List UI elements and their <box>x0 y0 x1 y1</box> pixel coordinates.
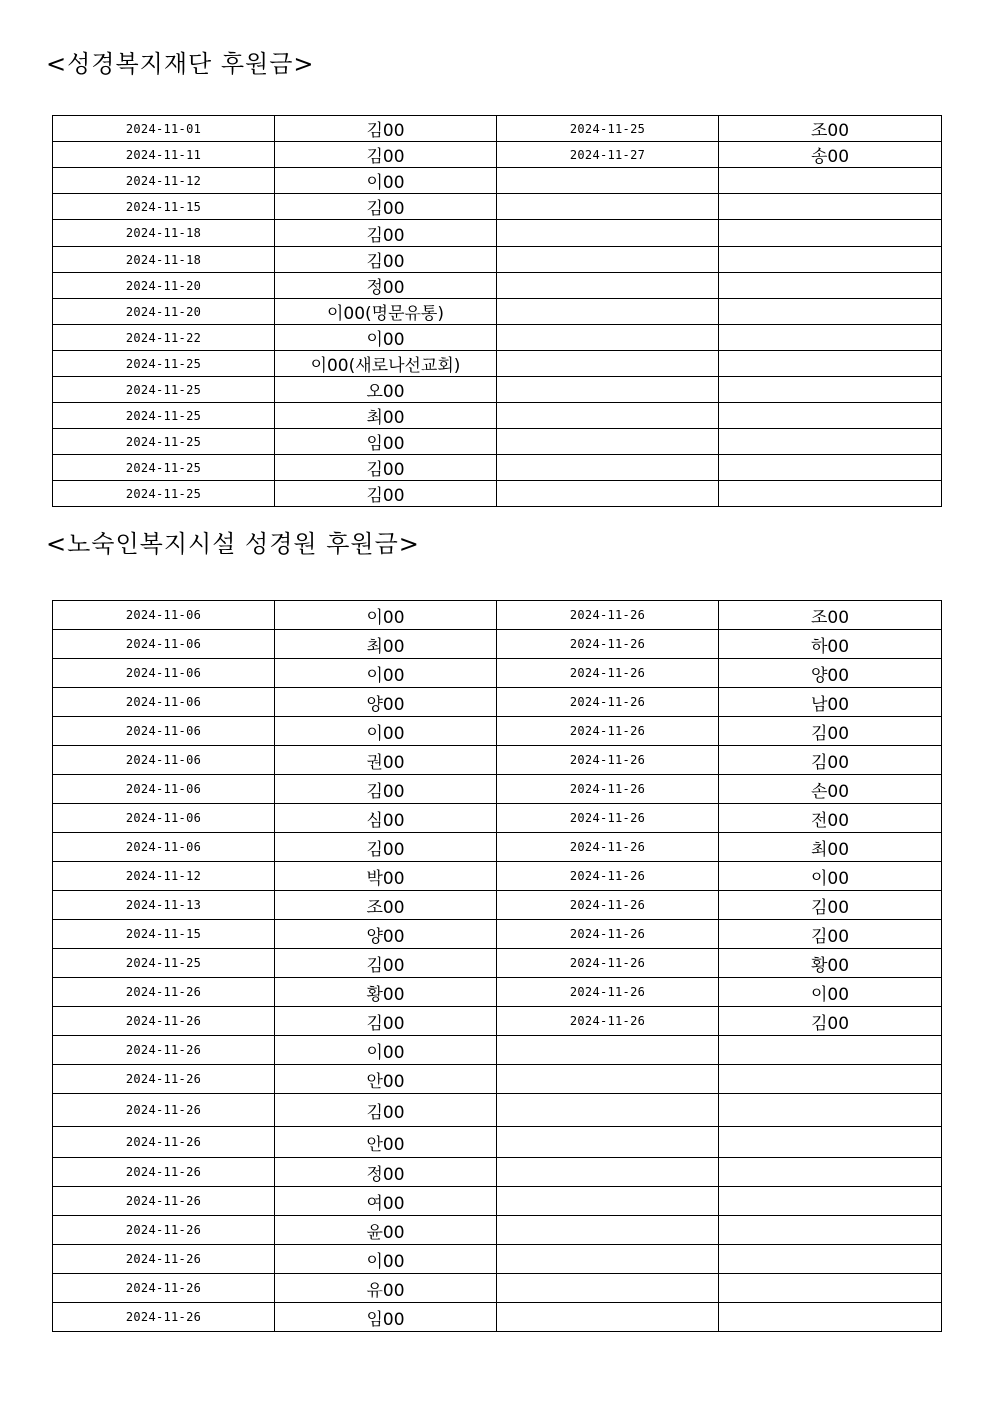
table-row <box>53 247 942 273</box>
donor-name-cell <box>719 299 942 325</box>
donation-date-cell: 2024-11-26 <box>53 1158 275 1187</box>
donation-date-cell: 2024-11-25 <box>53 429 275 455</box>
donation-date-cell: 2024-11-26 <box>53 1216 275 1245</box>
donor-name-cell <box>719 377 942 403</box>
donor-name-cell <box>719 1094 942 1127</box>
donor-name-cell <box>719 1216 942 1245</box>
donor-name-cell: 정00 <box>275 1158 497 1187</box>
donor-name-cell <box>719 1127 942 1158</box>
donation-date-cell <box>497 429 719 455</box>
donation-date-cell: 2024-11-06 <box>53 746 275 775</box>
donation-date-cell: 2024-11-26 <box>53 1274 275 1303</box>
donor-name-cell: 김00 <box>719 746 942 775</box>
donation-date-cell: 2024-11-06 <box>53 659 275 688</box>
donation-date-cell: 2024-11-26 <box>53 1094 275 1127</box>
donation-date-cell: 2024-11-26 <box>497 920 719 949</box>
donor-name-cell: 하00 <box>719 630 942 659</box>
table-row <box>53 299 942 325</box>
donor-name-cell: 김00 <box>719 891 942 920</box>
donation-date-cell: 2024-11-06 <box>53 833 275 862</box>
donation-date-cell <box>497 455 719 481</box>
donation-date-cell: 2024-11-26 <box>53 1036 275 1065</box>
donor-name-cell <box>719 273 942 299</box>
donation-date-cell <box>497 168 719 194</box>
table-row <box>53 429 942 455</box>
donation-date-cell: 2024-11-25 <box>497 116 719 142</box>
donation-date-cell <box>497 1094 719 1127</box>
donation-date-cell: 2024-11-22 <box>53 325 275 351</box>
table-row <box>53 194 942 220</box>
donor-name-cell: 여00 <box>275 1187 497 1216</box>
donor-name-cell: 김00 <box>275 481 497 507</box>
donor-name-cell: 양00 <box>275 688 497 717</box>
donation-date-cell: 2024-11-26 <box>53 1187 275 1216</box>
donor-name-cell <box>719 481 942 507</box>
table-row <box>53 601 942 630</box>
donor-name-cell: 심00 <box>275 804 497 833</box>
table-row <box>53 220 942 247</box>
donor-name-cell: 이00 <box>275 601 497 630</box>
table-row <box>53 1158 942 1187</box>
donation-date-cell: 2024-11-26 <box>497 601 719 630</box>
table-row <box>53 833 942 862</box>
donor-name-cell <box>719 220 942 247</box>
table-row <box>53 630 942 659</box>
table-row <box>53 1065 942 1094</box>
donor-name-cell: 김00 <box>275 949 497 978</box>
table-row <box>53 775 942 804</box>
donor-name-cell: 송00 <box>719 142 942 168</box>
donation-date-cell <box>497 194 719 220</box>
table-row <box>53 688 942 717</box>
donor-name-cell: 김00 <box>719 1007 942 1036</box>
donor-name-cell: 김00 <box>275 220 497 247</box>
donor-name-cell: 오00 <box>275 377 497 403</box>
donor-name-cell: 이00 <box>275 1245 497 1274</box>
table-row <box>53 1036 942 1065</box>
donation-date-cell: 2024-11-25 <box>53 455 275 481</box>
donation-date-cell: 2024-11-13 <box>53 891 275 920</box>
donation-date-cell: 2024-11-26 <box>497 717 719 746</box>
table-row <box>53 949 942 978</box>
donor-name-cell: 이00 <box>275 325 497 351</box>
donation-date-cell: 2024-11-06 <box>53 775 275 804</box>
table-row <box>53 1187 942 1216</box>
donor-name-cell: 이00 <box>719 862 942 891</box>
donation-date-cell <box>497 1065 719 1094</box>
table-row <box>53 455 942 481</box>
donor-name-cell: 김00 <box>275 194 497 220</box>
donor-name-cell: 김00 <box>275 775 497 804</box>
table-row <box>53 717 942 746</box>
donor-name-cell <box>719 194 942 220</box>
donor-name-cell <box>719 1036 942 1065</box>
donor-name-cell: 안00 <box>275 1127 497 1158</box>
donation-date-cell: 2024-11-01 <box>53 116 275 142</box>
table-row <box>53 978 942 1007</box>
donor-name-cell: 조00 <box>719 116 942 142</box>
donation-date-cell <box>497 1187 719 1216</box>
donor-name-cell: 양00 <box>275 920 497 949</box>
donation-date-cell: 2024-11-26 <box>497 630 719 659</box>
donor-name-cell: 이00(명문유통) <box>275 299 497 325</box>
donation-date-cell: 2024-11-25 <box>53 481 275 507</box>
donation-date-cell: 2024-11-18 <box>53 247 275 273</box>
donor-name-cell: 정00 <box>275 273 497 299</box>
donation-date-cell: 2024-11-25 <box>53 949 275 978</box>
donor-name-cell <box>719 1245 942 1274</box>
donation-date-cell <box>497 1158 719 1187</box>
donor-table-shelter <box>52 600 942 1332</box>
donor-name-cell: 김00 <box>275 116 497 142</box>
donation-date-cell <box>497 1245 719 1274</box>
table-row <box>53 168 942 194</box>
donation-date-cell <box>497 273 719 299</box>
table-row <box>53 1094 942 1127</box>
donation-date-cell <box>497 220 719 247</box>
donor-name-cell: 김00 <box>719 920 942 949</box>
donor-name-cell: 양00 <box>719 659 942 688</box>
donor-name-cell: 임00 <box>275 429 497 455</box>
donor-name-cell: 안00 <box>275 1065 497 1094</box>
donor-name-cell: 김00 <box>275 1094 497 1127</box>
donor-name-cell <box>719 1303 942 1332</box>
table-row <box>53 481 942 507</box>
table-row <box>53 1245 942 1274</box>
donation-date-cell: 2024-11-26 <box>53 1007 275 1036</box>
donor-name-cell: 전00 <box>719 804 942 833</box>
donor-name-cell: 조00 <box>275 891 497 920</box>
table-row <box>53 1007 942 1036</box>
table-row <box>53 142 942 168</box>
donor-name-cell: 김00 <box>719 717 942 746</box>
table-row <box>53 1303 942 1332</box>
donation-date-cell: 2024-11-26 <box>53 1065 275 1094</box>
donation-date-cell <box>497 325 719 351</box>
section-title-foundation: <성경복지재단 후원금> <box>46 50 315 78</box>
donation-date-cell <box>497 1303 719 1332</box>
donor-name-cell: 이00(새로나선교회) <box>275 351 497 377</box>
table-row <box>53 746 942 775</box>
donor-name-cell: 김00 <box>275 455 497 481</box>
donation-date-cell: 2024-11-25 <box>53 403 275 429</box>
donation-date-cell: 2024-11-26 <box>497 746 719 775</box>
donation-date-cell <box>497 1127 719 1158</box>
donor-name-cell: 김00 <box>275 833 497 862</box>
donation-date-cell: 2024-11-26 <box>53 1127 275 1158</box>
donor-name-cell: 손00 <box>719 775 942 804</box>
donation-date-cell: 2024-11-25 <box>53 377 275 403</box>
donation-date-cell: 2024-11-26 <box>497 775 719 804</box>
donor-name-cell <box>719 168 942 194</box>
donor-name-cell <box>719 1274 942 1303</box>
donor-table-body <box>53 601 942 1332</box>
donation-date-cell: 2024-11-26 <box>497 688 719 717</box>
donation-date-cell: 2024-11-15 <box>53 920 275 949</box>
donor-table-body <box>53 116 942 507</box>
donation-date-cell: 2024-11-26 <box>497 833 719 862</box>
donor-name-cell: 최00 <box>275 630 497 659</box>
donation-date-cell: 2024-11-25 <box>53 351 275 377</box>
donor-name-cell <box>719 325 942 351</box>
donation-date-cell <box>497 247 719 273</box>
donor-name-cell <box>719 247 942 273</box>
donation-date-cell <box>497 377 719 403</box>
donor-name-cell: 조00 <box>719 601 942 630</box>
donor-name-cell: 임00 <box>275 1303 497 1332</box>
donation-date-cell <box>497 481 719 507</box>
donor-name-cell: 박00 <box>275 862 497 891</box>
donor-name-cell <box>719 1065 942 1094</box>
table-row <box>53 862 942 891</box>
table-row <box>53 659 942 688</box>
donation-date-cell: 2024-11-15 <box>53 194 275 220</box>
donor-name-cell: 김00 <box>275 1007 497 1036</box>
donor-name-cell <box>719 351 942 377</box>
donor-name-cell <box>719 455 942 481</box>
donor-name-cell: 이00 <box>275 1036 497 1065</box>
donor-name-cell: 이00 <box>275 717 497 746</box>
donor-name-cell: 최00 <box>719 833 942 862</box>
donation-date-cell: 2024-11-12 <box>53 168 275 194</box>
donor-name-cell: 유00 <box>275 1274 497 1303</box>
table-row <box>53 116 942 142</box>
donation-date-cell <box>497 351 719 377</box>
donor-name-cell: 이00 <box>719 978 942 1007</box>
donation-date-cell: 2024-11-26 <box>497 978 719 1007</box>
donation-date-cell: 2024-11-26 <box>53 978 275 1007</box>
table-row <box>53 1216 942 1245</box>
donation-date-cell: 2024-11-26 <box>497 804 719 833</box>
table-row <box>53 891 942 920</box>
donation-date-cell: 2024-11-26 <box>497 862 719 891</box>
table-row <box>53 920 942 949</box>
table-row <box>53 1127 942 1158</box>
donation-date-cell: 2024-11-06 <box>53 804 275 833</box>
donation-date-cell <box>497 1036 719 1065</box>
donor-name-cell: 황00 <box>275 978 497 1007</box>
table-row <box>53 403 942 429</box>
donor-name-cell <box>719 1158 942 1187</box>
donation-date-cell: 2024-11-26 <box>497 949 719 978</box>
donation-date-cell: 2024-11-20 <box>53 273 275 299</box>
donor-table-foundation <box>52 115 942 507</box>
donation-date-cell <box>497 1274 719 1303</box>
donor-name-cell <box>719 1187 942 1216</box>
donation-date-cell: 2024-11-26 <box>53 1303 275 1332</box>
donor-name-cell: 황00 <box>719 949 942 978</box>
table-row <box>53 1274 942 1303</box>
table-row <box>53 351 942 377</box>
table-row <box>53 377 942 403</box>
donor-name-cell: 권00 <box>275 746 497 775</box>
donor-name-cell <box>719 429 942 455</box>
donation-date-cell: 2024-11-06 <box>53 688 275 717</box>
table-row <box>53 273 942 299</box>
table-row <box>53 804 942 833</box>
donation-date-cell <box>497 299 719 325</box>
donation-date-cell: 2024-11-26 <box>53 1245 275 1274</box>
donation-date-cell: 2024-11-06 <box>53 717 275 746</box>
donor-name-cell: 윤00 <box>275 1216 497 1245</box>
donation-date-cell: 2024-11-26 <box>497 659 719 688</box>
table-row <box>53 325 942 351</box>
donor-name-cell: 이00 <box>275 659 497 688</box>
donation-date-cell: 2024-11-12 <box>53 862 275 891</box>
donor-name-cell <box>719 403 942 429</box>
section-title-shelter: <노숙인복지시설 성경원 후원금> <box>46 530 420 558</box>
donation-date-cell: 2024-11-11 <box>53 142 275 168</box>
donor-name-cell: 김00 <box>275 247 497 273</box>
donation-date-cell: 2024-11-20 <box>53 299 275 325</box>
donation-date-cell: 2024-11-06 <box>53 630 275 659</box>
donation-date-cell: 2024-11-26 <box>497 891 719 920</box>
donation-date-cell <box>497 1216 719 1245</box>
donor-name-cell: 남00 <box>719 688 942 717</box>
donation-date-cell: 2024-11-06 <box>53 601 275 630</box>
donation-date-cell: 2024-11-18 <box>53 220 275 247</box>
donation-date-cell <box>497 403 719 429</box>
donor-name-cell: 이00 <box>275 168 497 194</box>
donation-date-cell: 2024-11-26 <box>497 1007 719 1036</box>
donor-name-cell: 김00 <box>275 142 497 168</box>
donation-date-cell: 2024-11-27 <box>497 142 719 168</box>
donor-name-cell: 최00 <box>275 403 497 429</box>
